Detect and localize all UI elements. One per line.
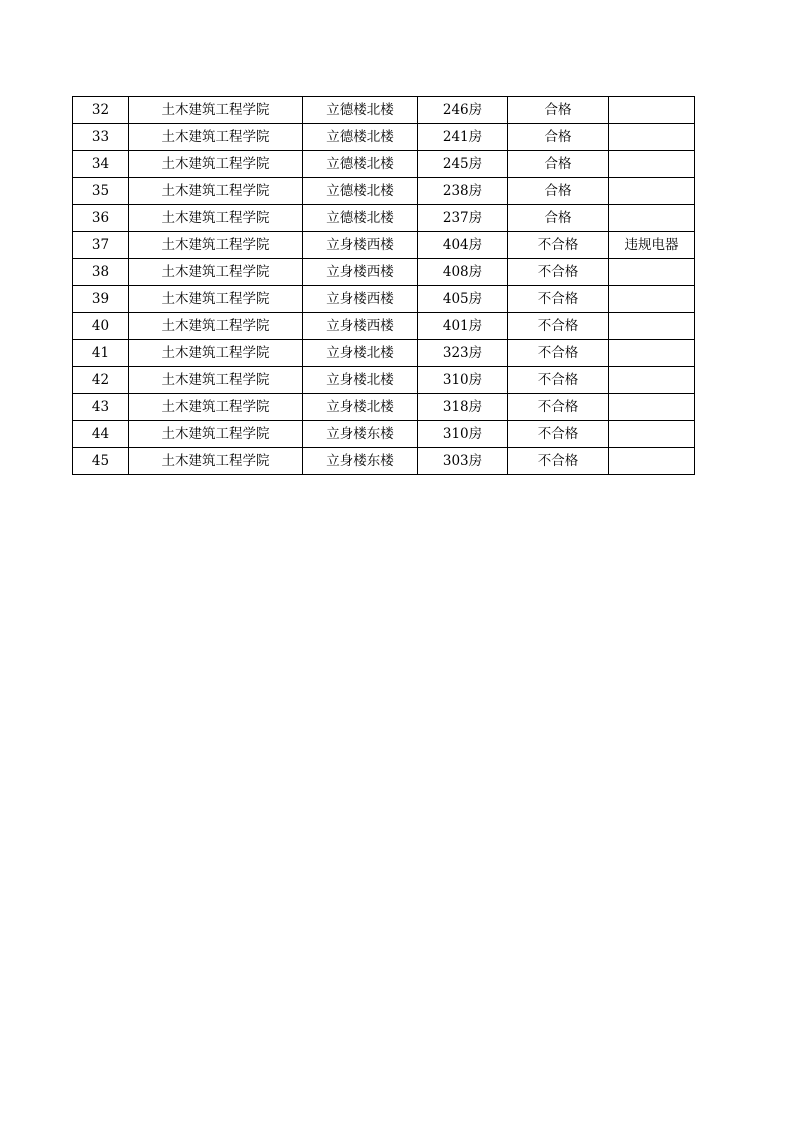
cell-remark: [609, 259, 695, 286]
cell-no: 40: [73, 313, 129, 340]
cell-room: 245房: [418, 151, 508, 178]
cell-remark: [609, 178, 695, 205]
cell-no: 39: [73, 286, 129, 313]
cell-result: 不合格: [508, 232, 609, 259]
table-row: [73, 205, 695, 232]
cell-building: 立德楼北楼: [303, 178, 418, 205]
cell-no: 32: [73, 97, 129, 124]
cell-result: 不合格: [508, 421, 609, 448]
table-row: [73, 97, 695, 124]
table-row: [73, 124, 695, 151]
cell-remark: [609, 367, 695, 394]
cell-result: 不合格: [508, 340, 609, 367]
cell-no: 36: [73, 205, 129, 232]
table-row: [73, 178, 695, 205]
cell-room: 323房: [418, 340, 508, 367]
cell-result: 不合格: [508, 367, 609, 394]
table-row: [73, 421, 695, 448]
cell-room: 408房: [418, 259, 508, 286]
cell-remark: [609, 97, 695, 124]
cell-college: 土木建筑工程学院: [129, 448, 303, 475]
table-row: [73, 313, 695, 340]
inspection-table-body: [73, 97, 695, 475]
cell-room: 237房: [418, 205, 508, 232]
table-row: [73, 232, 695, 259]
table-row: [73, 151, 695, 178]
cell-college: 土木建筑工程学院: [129, 205, 303, 232]
cell-room: 246房: [418, 97, 508, 124]
cell-building: 立德楼北楼: [303, 124, 418, 151]
cell-college: 土木建筑工程学院: [129, 259, 303, 286]
cell-room: 318房: [418, 394, 508, 421]
cell-no: 41: [73, 340, 129, 367]
cell-building: 立身楼北楼: [303, 367, 418, 394]
cell-result: 合格: [508, 178, 609, 205]
cell-room: 405房: [418, 286, 508, 313]
cell-room: 310房: [418, 367, 508, 394]
cell-room: 238房: [418, 178, 508, 205]
cell-result: 不合格: [508, 286, 609, 313]
cell-building: 立德楼北楼: [303, 97, 418, 124]
cell-building: 立德楼北楼: [303, 151, 418, 178]
cell-result: 不合格: [508, 259, 609, 286]
cell-college: 土木建筑工程学院: [129, 232, 303, 259]
cell-result: 不合格: [508, 313, 609, 340]
cell-building: 立身楼西楼: [303, 313, 418, 340]
cell-no: 37: [73, 232, 129, 259]
cell-college: 土木建筑工程学院: [129, 178, 303, 205]
cell-remark: [609, 313, 695, 340]
cell-room: 310房: [418, 421, 508, 448]
cell-no: 38: [73, 259, 129, 286]
cell-college: 土木建筑工程学院: [129, 313, 303, 340]
cell-remark: [609, 340, 695, 367]
cell-college: 土木建筑工程学院: [129, 340, 303, 367]
cell-no: 43: [73, 394, 129, 421]
table-row: [73, 448, 695, 475]
cell-college: 土木建筑工程学院: [129, 286, 303, 313]
cell-college: 土木建筑工程学院: [129, 124, 303, 151]
cell-remark: [609, 151, 695, 178]
cell-college: 土木建筑工程学院: [129, 394, 303, 421]
cell-room: 401房: [418, 313, 508, 340]
inspection-table: [72, 96, 695, 475]
cell-college: 土木建筑工程学院: [129, 97, 303, 124]
cell-college: 土木建筑工程学院: [129, 421, 303, 448]
cell-remark: [609, 448, 695, 475]
cell-result: 不合格: [508, 394, 609, 421]
cell-remark: 违规电器: [609, 232, 695, 259]
cell-college: 土木建筑工程学院: [129, 151, 303, 178]
cell-remark: [609, 394, 695, 421]
cell-building: 立身楼西楼: [303, 286, 418, 313]
cell-room: 404房: [418, 232, 508, 259]
cell-result: 合格: [508, 205, 609, 232]
cell-result: 合格: [508, 151, 609, 178]
cell-no: 34: [73, 151, 129, 178]
table-row: [73, 367, 695, 394]
cell-no: 35: [73, 178, 129, 205]
cell-remark: [609, 124, 695, 151]
cell-building: 立身楼北楼: [303, 340, 418, 367]
cell-remark: [609, 205, 695, 232]
cell-remark: [609, 286, 695, 313]
cell-no: 44: [73, 421, 129, 448]
cell-no: 45: [73, 448, 129, 475]
table-row: [73, 286, 695, 313]
cell-no: 33: [73, 124, 129, 151]
table-row: [73, 259, 695, 286]
cell-result: 不合格: [508, 448, 609, 475]
cell-room: 241房: [418, 124, 508, 151]
cell-result: 合格: [508, 124, 609, 151]
table-row: [73, 340, 695, 367]
cell-college: 土木建筑工程学院: [129, 367, 303, 394]
cell-result: 合格: [508, 97, 609, 124]
cell-building: 立身楼东楼: [303, 421, 418, 448]
cell-building: 立身楼西楼: [303, 259, 418, 286]
cell-room: 303房: [418, 448, 508, 475]
cell-building: 立身楼东楼: [303, 448, 418, 475]
cell-no: 42: [73, 367, 129, 394]
cell-remark: [609, 421, 695, 448]
cell-building: 立身楼西楼: [303, 232, 418, 259]
cell-building: 立德楼北楼: [303, 205, 418, 232]
cell-building: 立身楼北楼: [303, 394, 418, 421]
table-row: [73, 394, 695, 421]
